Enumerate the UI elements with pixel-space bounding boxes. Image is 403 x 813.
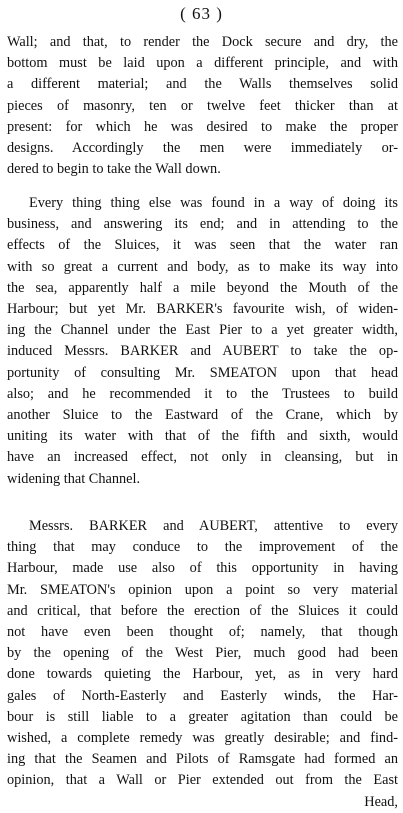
text-line: dered to begin to take the Wall down. — [7, 161, 221, 178]
text-line: wished, a complete remedy was greatly desirable; and find- — [7, 730, 398, 747]
text-line: have an increased effect, not only in cleansing, but in — [7, 449, 398, 466]
text-line: Harbour, made use also of this opportunity in having — [7, 560, 398, 577]
text-line: gales of North-Easterly and Easterly winds, the Har- — [7, 687, 398, 704]
text-line: Messrs. BARKER and AUBERT, attentive to every — [29, 518, 398, 534]
text-line: Wall; and that, to render the Dock secure and dry, the — [7, 34, 398, 50]
text-line: opinion, that a Wall or Pier extended out from the East — [7, 772, 398, 789]
text-line: widening that Channel. — [7, 470, 141, 487]
text-line: also; and he recommended it to the Trustees to build — [7, 385, 398, 402]
text-line: bour is still liable to a greater agitation than could be — [7, 708, 398, 725]
text-line: business, and answering its end; and in attending to the — [7, 216, 398, 233]
text-line: thing that may conduce to the improvement of the — [7, 539, 398, 556]
text-line: Mr. SMEATON's opinion upon a point so very material — [7, 581, 398, 598]
text-line: not have even been thought of; namely, that though — [7, 624, 398, 641]
text-line: induced Messrs. BARKER and AUBERT to take the op- — [7, 343, 398, 360]
paragraph-1 — [7, 32, 398, 180]
text-line: portunity of consulting Mr. SMEATON upon that head — [7, 364, 398, 381]
text-line: and critical, that before the erection of the Sluices it could — [7, 602, 398, 619]
page-number: ( 63 ) — [180, 4, 223, 23]
paragraph-3 — [7, 516, 398, 813]
text-line: uniting its water with that of the fifth and sixth, would — [7, 428, 398, 445]
catchword: Head, — [364, 793, 398, 810]
text-line: Harbour; but yet Mr. BARKER's favourite wish, of widen- — [7, 301, 398, 318]
text-line: ing the Channel under the East Pier to a yet greater width, — [7, 322, 398, 339]
text-line: ing that the Seamen and Pilots of Ramsgate had formed an — [7, 751, 398, 768]
text-line: by the opening of the West Pier, much good had been — [7, 645, 398, 662]
text-line: bottom must be laid upon a different principle, and with — [7, 55, 398, 72]
text-line: effects of the Sluices, it was seen that the water ran — [7, 237, 398, 254]
text-line: the sea, apparently half a mile beyond the Mouth of the — [7, 279, 398, 296]
text-line: done towards quieting the Harbour, yet, as in very hard — [7, 666, 398, 683]
text-line: with so great a current and body, as to make its way into — [7, 258, 398, 275]
paragraph-2 — [7, 193, 398, 490]
text-line: pieces of masonry, ten or twelve feet thicker than at — [7, 97, 398, 114]
text-line: designs. Accordingly the men were immediately or- — [7, 140, 398, 157]
text-line: another Sluice to the Eastward of the Crane, which by — [7, 407, 398, 424]
text-line: present: for which he was desired to make the proper — [7, 118, 398, 135]
text-line: Every thing thing else was found in a way of doing its — [29, 195, 398, 211]
text-line: a different material; and the Walls themselves solid — [7, 76, 398, 93]
